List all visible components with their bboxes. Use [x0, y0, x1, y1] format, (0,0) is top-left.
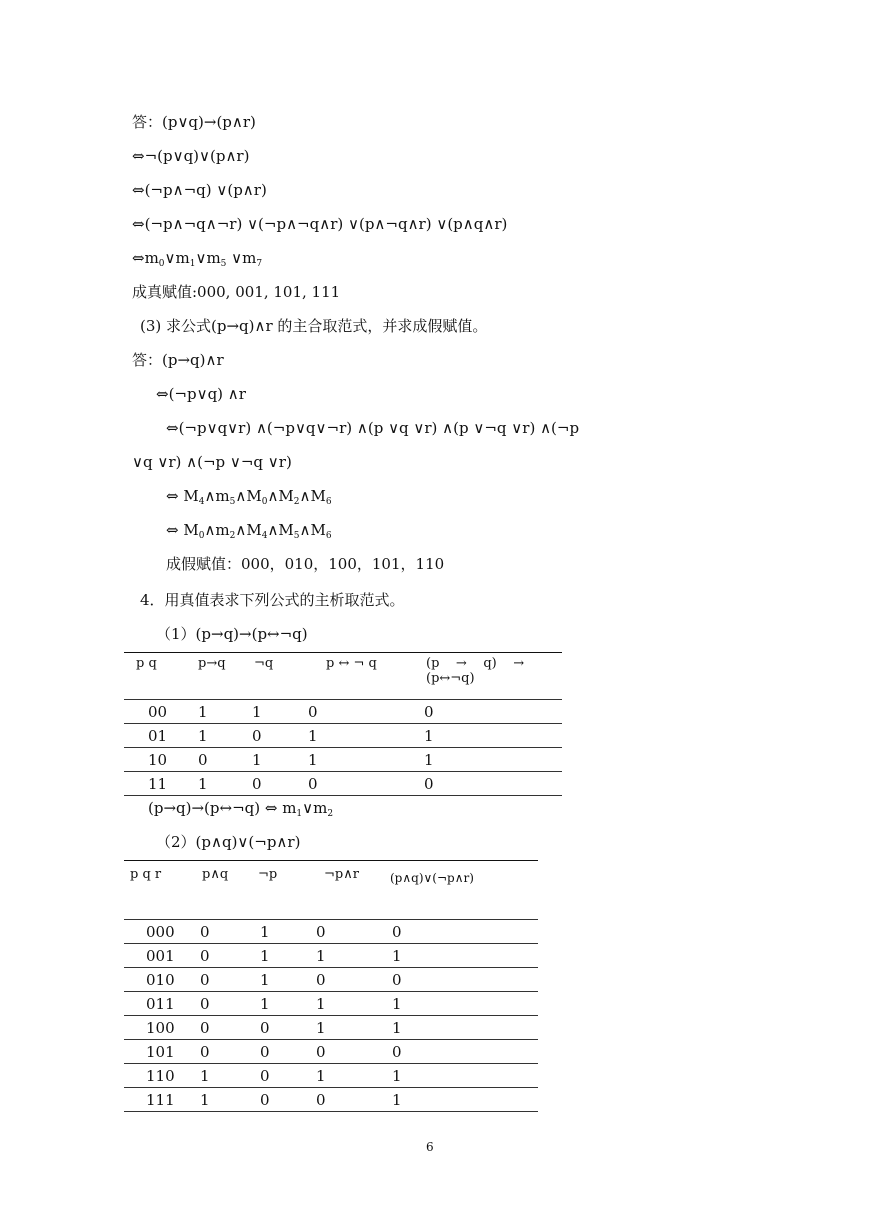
table-cell: 1	[386, 992, 538, 1016]
maxterm-line-2	[166, 520, 332, 546]
table-header: ¬p	[252, 861, 310, 920]
table-header	[424, 653, 562, 700]
table-cell: 1	[310, 1064, 386, 1088]
table-cell: 1	[424, 724, 562, 748]
maxterm-text: ∧M	[299, 487, 326, 505]
subscript: 0	[158, 259, 165, 269]
table-header: p∧q	[196, 861, 252, 920]
table-header: p ↔ ¬ q	[308, 653, 424, 700]
subquestion-1: （1）(p→q)→(p↔¬q)	[156, 625, 308, 643]
table-cell: 111	[124, 1088, 196, 1112]
table-cell: 001	[124, 944, 196, 968]
table-cell: 1	[310, 944, 386, 968]
table-row	[124, 944, 538, 968]
result-text: ∨m	[302, 799, 328, 817]
table-cell: 101	[124, 1040, 196, 1064]
table-cell: 01	[124, 724, 196, 748]
table-cell: 0	[196, 992, 252, 1016]
table-row	[124, 920, 538, 944]
table-cell: 0	[252, 772, 308, 796]
table-cell: 0	[386, 1040, 538, 1064]
table-header: p q	[124, 653, 196, 700]
table-cell: 110	[124, 1064, 196, 1088]
table-cell: 1	[252, 968, 310, 992]
table-cell: 1	[386, 1088, 538, 1112]
table-cell: 1	[196, 724, 252, 748]
maxterm-text: ⇔ M	[166, 487, 199, 505]
subscript: 0	[198, 531, 205, 541]
table-cell: 010	[124, 968, 196, 992]
table-cell: 011	[124, 992, 196, 1016]
table-row	[124, 1064, 538, 1088]
table-cell: 1	[424, 748, 562, 772]
result-line-1	[148, 798, 333, 824]
table-cell: 00	[124, 700, 196, 724]
maxterm-text: ∧M	[235, 487, 262, 505]
false-assignments: 成假赋值：000，010，100，101，110	[166, 555, 445, 573]
truth-table-2	[124, 860, 538, 1112]
table-cell: 0	[308, 772, 424, 796]
table-header: p q r	[124, 861, 196, 920]
table-cell: 1	[196, 1088, 252, 1112]
answer-3-line-3: ⇔(¬p∨q∨r) ∧(¬p∨q∨¬r) ∧(p ∨q ∨r) ∧(p ∨¬q ∨r) ∧(¬p	[166, 419, 580, 437]
subscript: 1	[296, 809, 303, 819]
table-cell: 0	[424, 772, 562, 796]
table-row	[124, 748, 562, 772]
table-cell: 1	[308, 724, 424, 748]
minterm-text: ∨m	[226, 249, 257, 267]
table-row	[124, 772, 562, 796]
table-cell: 0	[252, 1040, 310, 1064]
equiv-line-3: ⇔(¬p∧¬q) ∨(p∧r)	[132, 181, 267, 199]
question-3: (3) 求公式(p→q)∧r 的主合取范式，并求成假赋值。	[140, 317, 488, 335]
table-cell: 0	[310, 920, 386, 944]
table-row	[124, 724, 562, 748]
subscript: 6	[325, 497, 332, 507]
table-cell: 1	[308, 748, 424, 772]
table-header-row	[124, 861, 538, 920]
table-cell: 0	[310, 1088, 386, 1112]
table-cell: 1	[386, 1016, 538, 1040]
result-text: (p→q)→(p↔¬q) ⇔ m	[148, 799, 297, 817]
table-cell: 100	[124, 1016, 196, 1040]
table-cell: 0	[252, 1064, 310, 1088]
maxterm-text: ∧M	[267, 521, 294, 539]
subscript: 2	[293, 497, 300, 507]
table-cell: 1	[252, 920, 310, 944]
table-cell: 0	[386, 920, 538, 944]
table-cell: 0	[386, 968, 538, 992]
page-number: 6	[426, 1140, 434, 1154]
table-cell: 1	[310, 992, 386, 1016]
table-cell: 0	[310, 1040, 386, 1064]
subscript: 5	[220, 259, 227, 269]
answer-3-line-1: 答：(p→q)∧r	[132, 351, 224, 369]
table-cell: 1	[196, 700, 252, 724]
subquestion-2: （2）(p∧q)∨(¬p∧r)	[156, 833, 301, 851]
maxterm-text: ∧M	[299, 521, 326, 539]
minterm-text: ∨m	[164, 249, 190, 267]
table-cell: 0	[424, 700, 562, 724]
minterm-line	[132, 248, 262, 274]
maxterm-text: ∧M	[235, 521, 262, 539]
answer-3-line-4: ∨q ∨r) ∧(¬p ∨¬q ∨r)	[132, 453, 292, 471]
table-header: (p∧q)∨(¬p∧r)	[386, 861, 538, 920]
table-cell: 0	[252, 724, 308, 748]
subscript: 4	[261, 531, 268, 541]
subscript: 5	[293, 531, 300, 541]
subscript: 1	[189, 259, 196, 269]
question-4: 4．用真值表求下列公式的主析取范式。	[140, 591, 405, 609]
maxterm-text: ⇔ M	[166, 521, 199, 539]
table-cell: 0	[252, 1016, 310, 1040]
table-cell: 1	[252, 700, 308, 724]
table-cell: 10	[124, 748, 196, 772]
table-cell: 0	[196, 968, 252, 992]
minterm-text: ∨m	[195, 249, 221, 267]
maxterm-text: ∧m	[204, 487, 230, 505]
table-cell: 1	[252, 748, 308, 772]
subscript: 5	[229, 497, 236, 507]
table-cell: 0	[310, 968, 386, 992]
table-header: p→q	[196, 653, 252, 700]
equiv-line-4: ⇔(¬p∧¬q∧¬r) ∨(¬p∧¬q∧r) ∨(p∧¬q∧r) ∨(p∧q∧r)	[132, 215, 508, 233]
table-cell: 1	[196, 1064, 252, 1088]
answer-line-1: 答：(p∨q)→(p∧r)	[132, 113, 256, 131]
table-cell: 1	[196, 772, 252, 796]
table-cell: 0	[196, 1040, 252, 1064]
table-header: ¬p∧r	[310, 861, 386, 920]
table-header-line: (p↔¬q)	[426, 671, 475, 686]
table-cell: 0	[196, 748, 252, 772]
table-header-line: (p → q) →	[426, 656, 525, 671]
table-cell: 0	[252, 1088, 310, 1112]
subscript: 2	[229, 531, 236, 541]
answer-3-line-2: ⇔(¬p∨q) ∧r	[156, 385, 246, 403]
subscript: 6	[325, 531, 332, 541]
table-cell: 1	[310, 1016, 386, 1040]
table-cell: 0	[196, 944, 252, 968]
table-cell: 000	[124, 920, 196, 944]
table-row	[124, 1088, 538, 1112]
table-cell: 11	[124, 772, 196, 796]
maxterm-line-1	[166, 486, 332, 512]
minterm-text: ⇔m	[132, 249, 159, 267]
equiv-line-2: ⇔¬(p∨q)∨(p∧r)	[132, 147, 250, 165]
table-cell: 0	[308, 700, 424, 724]
maxterm-text: ∧m	[204, 521, 230, 539]
table-row	[124, 1016, 538, 1040]
table-row	[124, 1040, 538, 1064]
true-assignments: 成真赋值:000, 001, 101, 111	[132, 283, 341, 301]
table-header: ¬q	[252, 653, 308, 700]
table-cell: 1	[252, 944, 310, 968]
subscript: 0	[261, 497, 268, 507]
table-cell: 1	[386, 944, 538, 968]
table-cell: 1	[252, 992, 310, 1016]
maxterm-text: ∧M	[267, 487, 294, 505]
table-cell: 0	[196, 920, 252, 944]
subscript: 2	[327, 809, 334, 819]
truth-table-1	[124, 652, 562, 796]
table-row	[124, 968, 538, 992]
table-header-row	[124, 653, 562, 700]
subscript: 4	[198, 497, 205, 507]
table-row	[124, 992, 538, 1016]
table-cell: 1	[386, 1064, 538, 1088]
subscript: 7	[256, 259, 263, 269]
table-row	[124, 700, 562, 724]
table-cell: 0	[196, 1016, 252, 1040]
